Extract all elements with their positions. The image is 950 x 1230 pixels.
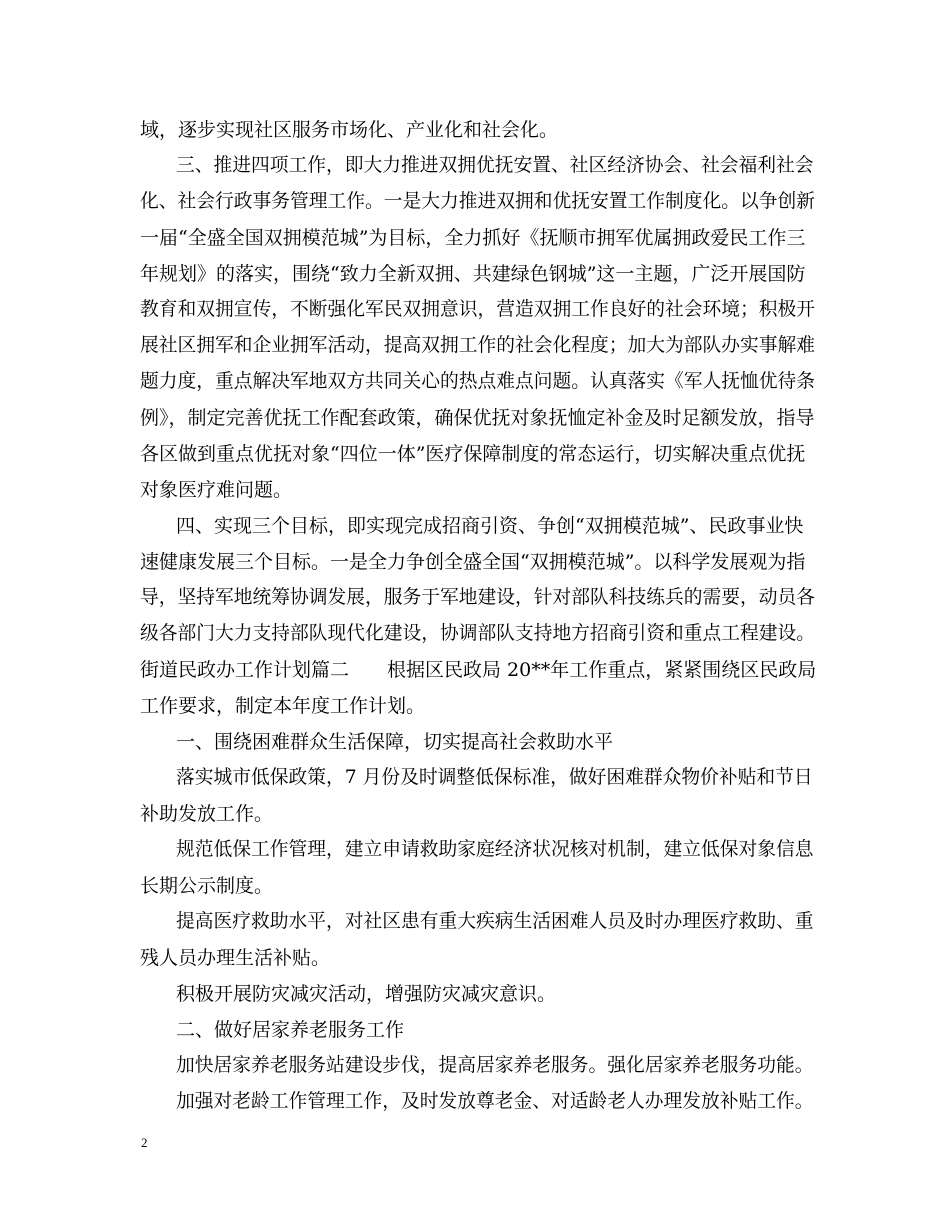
text-line: 各区做到重点优抚对象“四位一体”医疗保障制度的常态运行，切实解决重点优抚 <box>140 443 806 465</box>
text-line: 补助发放工作。 <box>140 803 274 825</box>
text-line: 教育和双拥宣传，不断强化军民双拥意识，营造双拥工作良好的社会环境；积极开 <box>140 299 815 320</box>
page-number: 2 <box>141 1135 148 1150</box>
text-line: 残人员办理生活补贴。 <box>140 947 331 969</box>
text-line: 落实城市低保政策，7 月份及时调整低保标准，做好困难群众物价补贴和节日 <box>176 767 813 788</box>
text-line: 二、做好居家养老服务工作 <box>176 1019 405 1041</box>
text-line: 一、围绕困难群众生活保障，切实提高社会救助水平 <box>176 731 614 753</box>
text-line: 级各部门大力支持部队现代化建设，协调部队支持地方招商引资和重点工程建设。 <box>140 623 815 644</box>
text-line: 题力度，重点解决军地双方共同关心的热点难点问题。认真落实《军人抚恤优待条 <box>140 371 815 392</box>
text-line: 提高医疗救助水平，对社区患有重大疾病生活困难人员及时办理医疗救助、重 <box>176 911 814 932</box>
text-line: 年规划》的落实，围绕“致力全新双拥、共建绿色钢城”这一主题，广泛开展国防 <box>140 263 806 285</box>
text-line: 展社区拥军和企业拥军活动，提高双拥工作的社会化程度；加大为部队办实事解难 <box>140 335 815 356</box>
text-line: 加强对老龄工作管理工作，及时发放尊老金、对适龄老人办理发放补贴工作。 <box>176 1091 814 1112</box>
text-line: 对象医疗难问题。 <box>140 479 293 501</box>
text-line: 例》，制定完善优抚工作配套政策，确保优抚对象抚恤定补金及时足额发放，指导 <box>140 407 815 429</box>
text-line: 域，逐步实现社区服务市场化、产业化和社会化。 <box>140 119 559 141</box>
text-line: 加快居家养老服务站建设步伐，提高居家养老服务。强化居家养老服务功能。 <box>176 1055 814 1076</box>
text-line: 化、社会行政事务管理工作。一是大力推进双拥和优抚安置工作制度化。以争创新 <box>140 191 815 212</box>
text-line: 工作要求，制定本年度工作计划。 <box>140 695 426 717</box>
text-line: 积极开展防灾减灾活动，增强防灾减灾意识。 <box>176 983 557 1005</box>
text-line: 导，坚持军地统筹协调发展，服务于军地建设，针对部队科技练兵的需要，动员各 <box>140 587 815 608</box>
document-body <box>140 112 816 1120</box>
text-line: 规范低保工作管理，建立申请救助家庭经济状况核对机制，建立低保对象信息 <box>176 839 814 860</box>
text-line: 速健康发展三个目标。一是全力争创全盛全国“双拥模范城”。以科学发展观为指 <box>140 551 806 573</box>
text-line: 长期公示制度。 <box>140 875 274 897</box>
text-line: 三、推进四项工作，即大力推进双拥优抚安置、社区经济协会、社会福利社会 <box>176 155 814 176</box>
text-line: 一届“全盛全国双拥模范城”为目标，全力抓好《抚顺市拥军优属拥政爱民工作三 <box>140 227 806 249</box>
text-line: 街道民政办工作计划篇二 根据区民政局 20**年工作重点，紧紧围绕区民政局 <box>140 659 816 681</box>
text-line: 四、实现三个目标，即实现完成招商引资、争创“双拥模范城”、民政事业快 <box>176 515 804 537</box>
